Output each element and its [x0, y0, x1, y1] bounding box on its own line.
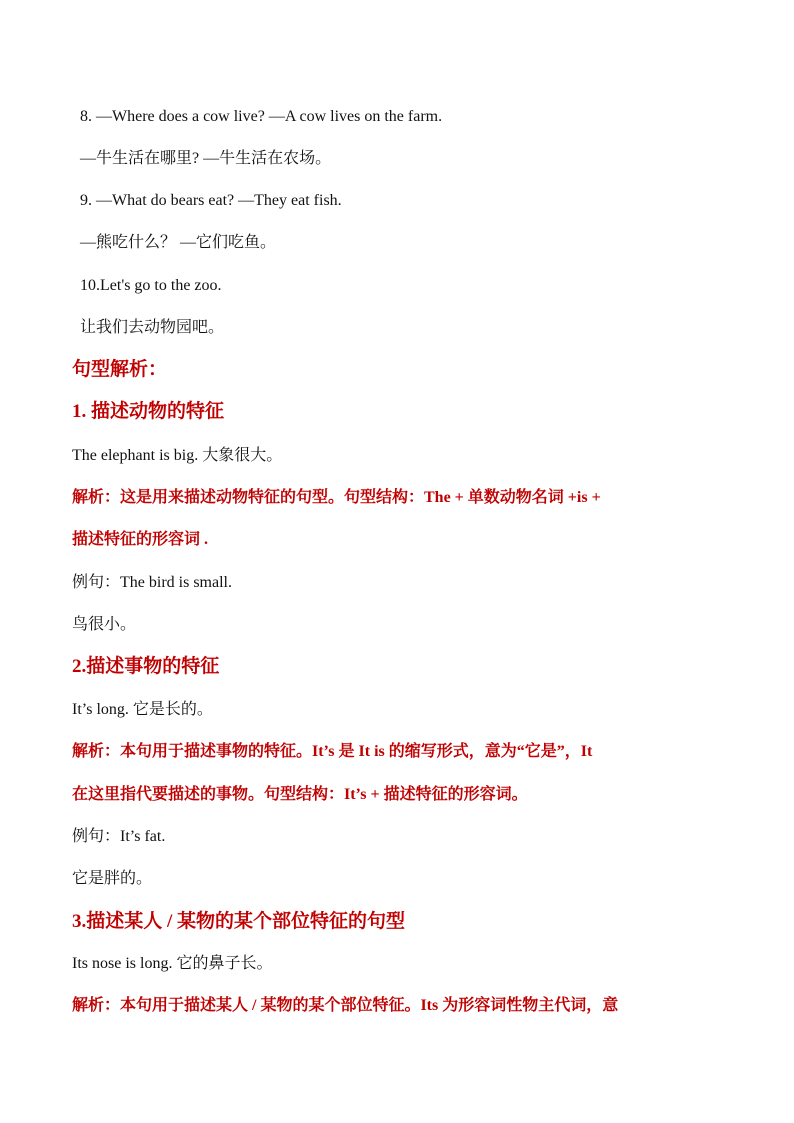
section-heading: 句型解析：: [72, 359, 168, 380]
text-line: —牛生活在哪里? —牛生活在农场。: [80, 150, 332, 167]
text-line: The elephant is big. 大象很大。: [72, 447, 283, 464]
text-line: —熊吃什么？ —它们吃鱼。: [80, 234, 277, 251]
analysis-line: 解析：这是用来描述动物特征的句型。句型结构：The + 单数动物名词 +is +: [72, 489, 601, 506]
section-heading: 1. 描述动物的特征: [72, 401, 225, 422]
text-line: Its nose is long. 它的鼻子长。: [72, 955, 273, 972]
text-line: 它是胖的。: [72, 870, 153, 887]
section-heading: 2.描述事物的特征: [72, 656, 220, 677]
text-line: It’s long. 它是长的。: [72, 701, 213, 718]
text-line: 10.Let's go to the zoo.: [80, 277, 222, 294]
section-heading: 3.描述某人 / 某物的某个部位特征的句型: [72, 911, 406, 932]
text-line: 鸟很小。: [72, 616, 137, 633]
text-line: 让我们去动物园吧。: [80, 319, 225, 336]
text-line: 9. —What do bears eat? —They eat fish.: [80, 192, 342, 209]
analysis-line: 解析：本句用于描述事物的特征。It’s 是 It is 的缩写形式，意为“它是”，It: [72, 743, 593, 760]
analysis-line: 在这里指代要描述的事物。句型结构：It’s + 描述特征的形容词。: [72, 786, 528, 803]
text-line: 例句：The bird is small.: [72, 574, 232, 591]
text-line: 例句：It’s fat.: [72, 828, 166, 845]
analysis-line: 解析：本句用于描述某人 / 某物的某个部位特征。Its 为形容词性物主代词，意: [72, 997, 619, 1014]
analysis-line: 描述特征的形容词 .: [72, 531, 209, 548]
text-line: 8. —Where does a cow live? —A cow lives on the farm.: [80, 108, 443, 125]
